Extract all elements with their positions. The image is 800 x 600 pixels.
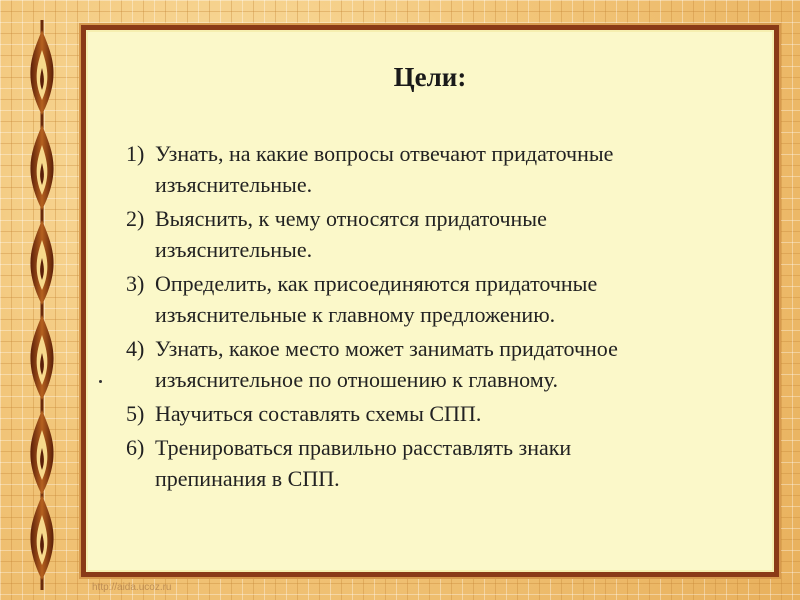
list-item-number: 3) <box>126 271 145 296</box>
list-item-line: Тренироваться правильно расставлять знаки <box>155 435 572 460</box>
watermark: http://aida.ucoz.ru <box>92 582 172 593</box>
list-item-number: 5) <box>126 401 145 426</box>
stray-dot <box>99 380 102 383</box>
list-item-number: 4) <box>126 336 145 361</box>
list-item-line: Определить, как присоединяются придаточные <box>155 271 598 296</box>
list-item <box>126 398 746 429</box>
list-item-line: изъяснительные. <box>155 237 313 262</box>
list-item-line: изъяснительное по отношению к главному. <box>155 367 558 392</box>
list-item-line: Выяснить, к чему относятся придаточные <box>155 206 547 231</box>
list-item-line: изъяснительные к главному предложению. <box>155 302 556 327</box>
list-item-line: Узнать, какое место может занимать придаточное <box>155 336 618 361</box>
list-item <box>126 138 746 200</box>
list-item-line: изъяснительные. <box>155 172 313 197</box>
list-item-number: 2) <box>126 206 145 231</box>
list-item-line: препинания в СПП. <box>155 466 340 491</box>
list-item-line: Научиться составлять схемы СПП. <box>155 401 482 426</box>
list-item-number: 1) <box>126 141 145 166</box>
list-item <box>126 268 746 330</box>
slide-panel <box>81 25 779 577</box>
list-item <box>126 333 746 395</box>
slide-title: Цели: <box>393 62 467 92</box>
vertical-flame-ornament-icon <box>18 20 66 590</box>
list-item <box>126 203 746 265</box>
list-item-number: 6) <box>126 435 145 460</box>
goals-list <box>126 138 746 497</box>
list-item <box>126 432 746 494</box>
list-item-line: Узнать, на какие вопросы отвечают придаточные <box>155 141 614 166</box>
